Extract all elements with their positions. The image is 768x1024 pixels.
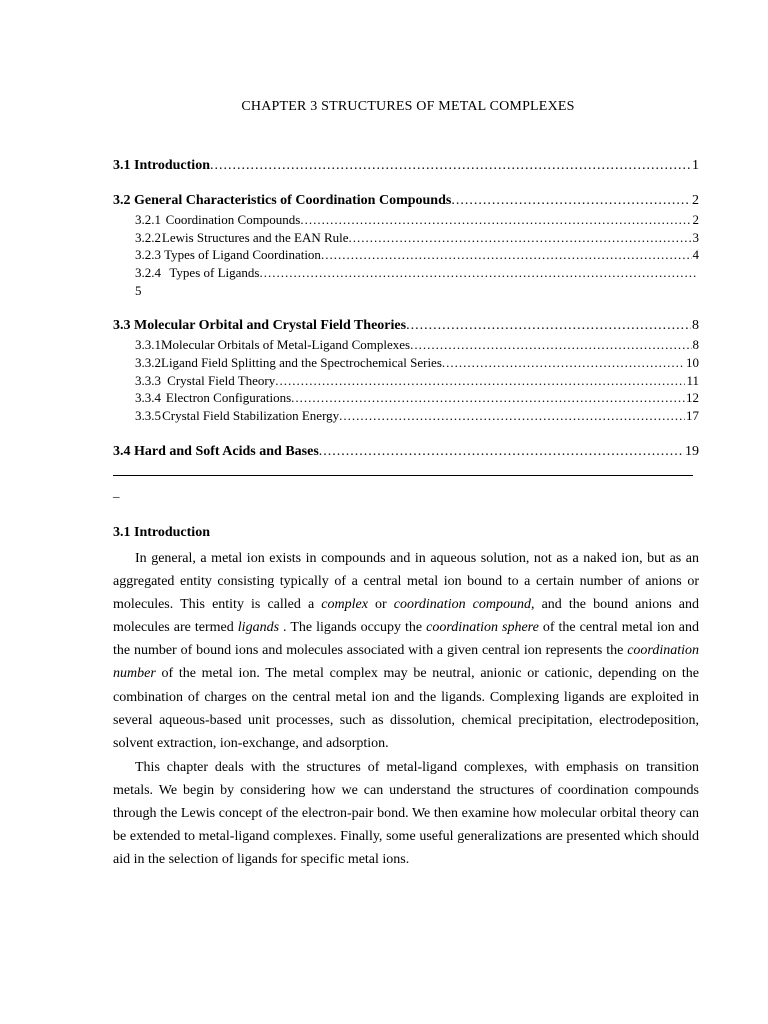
toc-label: Electron Configurations (165, 390, 292, 405)
section-heading: 3.1 Introduction (113, 525, 210, 540)
toc-label: 3.1 Introduction (113, 158, 210, 173)
toc-leader-dots (259, 265, 698, 281)
text-run: of the central metal ion and the number of bound ions and molecules associated with a given central ion represents the (113, 620, 699, 659)
toc-entry-3-3-4 (113, 390, 699, 408)
text-run: . The ligands occupy the (279, 620, 427, 636)
toc-number: 3.3.4 (135, 390, 161, 405)
toc-leader-dots (319, 444, 684, 460)
paragraph-2-text: This chapter deals with the structures of metal-ligand complexes, with emphasis on transition metals. We begin by considering how we can understand the structures of coordination compounds through the Lewis concept of the electron-pair bond. We then examine how molecular orbital theory can be extended to metal-ligand complexes. Finally, some useful generalizations are presented which should aid in the selection of ligands for specific metal ions. (113, 760, 699, 868)
toc-leader-dots (451, 193, 691, 209)
toc-label: Molecular Orbitals of Metal-Ligand Complexes (161, 337, 411, 352)
text-run: , and the bound anions and molecules are termed (113, 597, 700, 636)
toc-page-number: 12 (686, 390, 699, 405)
toc-leader-dots (210, 158, 691, 174)
horizontal-rule (113, 475, 693, 476)
italic-term: coordination compound (393, 597, 531, 613)
toc-number: 3.2.3 (135, 247, 161, 262)
italic-term: coordination sphere (426, 620, 539, 636)
toc-entry-3-2-1 (113, 212, 699, 230)
toc-page-number: 10 (686, 355, 699, 370)
italic-term: ligands (237, 620, 280, 636)
toc-label: Types of Ligands (169, 265, 260, 280)
toc-page-number: 2 (692, 193, 699, 208)
toc-label: Coordination Compounds (165, 212, 301, 227)
toc-entry-3-3-1 (113, 337, 699, 355)
toc-number: 3.3.5 (135, 408, 161, 423)
toc-page-number: 1 (692, 158, 699, 173)
toc-entry-3-1 (113, 158, 699, 176)
toc-number: 3.3.1 (135, 337, 161, 352)
toc-leader-dots (339, 408, 685, 424)
toc-leader-dots (442, 355, 685, 371)
toc-number: 3.2.2 (135, 230, 161, 245)
toc-leader-dots (406, 318, 691, 334)
toc-page-number: 2 (692, 212, 699, 227)
toc-page-number: 11 (686, 373, 699, 388)
toc-number: 3.3.3 (135, 373, 161, 388)
toc-label: Crystal Field Theory (167, 373, 276, 388)
toc-entry-3-3-2 (113, 355, 699, 373)
toc-page-number: 17 (686, 408, 699, 423)
toc-page-number: 4 (692, 247, 699, 262)
toc-label: Ligand Field Splitting and the Spectrochemical Series (161, 355, 442, 370)
paragraph-1 (113, 547, 699, 755)
toc-entry-3-3-3 (113, 373, 699, 391)
toc-leader-dots (275, 373, 685, 389)
text-run: In general, a metal ion exists in compounds and in aqueous solution, not as a naked ion, but as an aggregated entity consisting typically of a central metal ion bound to a certain number of anions or molecules. This entity is called a (113, 551, 699, 613)
italic-term: coordination number (113, 643, 699, 682)
toc-entry-3-2-2 (113, 230, 699, 248)
text-run: of the metal ion. The metal complex may be neutral, anionic or cationic, depending on the combination of charges on the central metal ion and the ligands. Complexing ligands are exploited in several aqueous-based unit processes, such as dissolution, chemical precipitation, electrodeposition, solvent extraction, ion-exchange, and adsorption. (113, 666, 699, 751)
text-run: or (367, 597, 394, 613)
toc-page-number: 19 (685, 444, 699, 459)
toc-entry-3-2-4 (113, 265, 699, 283)
toc-entry-3-3 (113, 318, 699, 336)
italic-term: complex (321, 597, 368, 613)
paragraph-2 (113, 756, 699, 871)
toc-page-number: 8 (692, 318, 699, 333)
toc-number: 3.2.1 (135, 212, 161, 227)
toc-entry-3-2-3 (113, 247, 699, 265)
toc-label: 3.2 General Characteristics of Coordination Compounds (113, 193, 452, 208)
toc-label: Types of Ligand Coordination (164, 247, 321, 262)
toc-leader-dots (291, 390, 685, 406)
toc-number: 3.3.2 (135, 355, 161, 370)
toc-leader-dots (410, 337, 691, 353)
toc-leader-dots (321, 247, 692, 263)
toc-leader-dots (349, 230, 692, 246)
chapter-title: CHAPTER 3 STRUCTURES OF METAL COMPLEXES (241, 99, 575, 114)
toc-label: Crystal Field Stabilization Energy (162, 408, 340, 423)
toc-wrapped-page-number: 5 (135, 283, 142, 298)
toc-leader-dots (300, 212, 691, 228)
toc-label: 3.4 Hard and Soft Acids and Bases (113, 444, 319, 459)
rule-tail: _ (113, 484, 120, 499)
toc-label: 3.3 Molecular Orbital and Crystal Field Theories (113, 318, 407, 333)
toc-entry-3-3-5 (113, 408, 699, 426)
toc-label: Lewis Structures and the EAN Rule (161, 230, 349, 245)
toc-entry-3-4 (113, 444, 699, 462)
toc-page-number: 8 (692, 337, 699, 352)
toc-entry-3-2 (113, 193, 699, 211)
toc-number: 3.2.4 (135, 265, 161, 280)
toc-page-number: 3 (692, 230, 699, 245)
